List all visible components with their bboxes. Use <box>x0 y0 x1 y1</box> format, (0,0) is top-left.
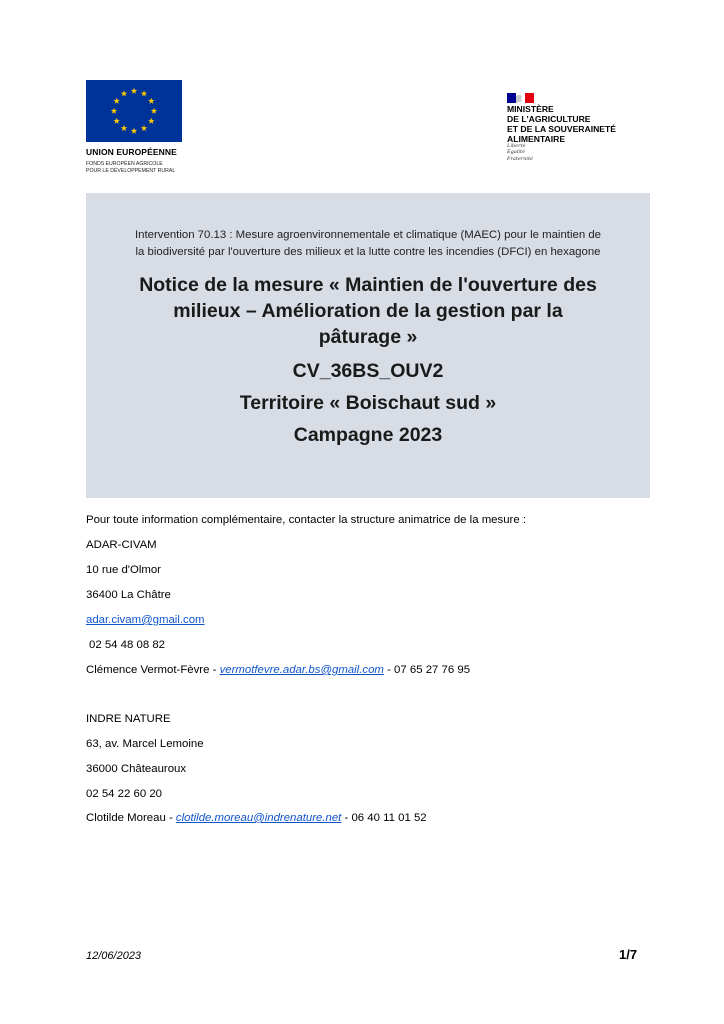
contact-intro: Pour toute information complémentaire, contacter la structure animatrice de la mesure : <box>86 514 527 526</box>
org1-name: ADAR-CIVAM <box>86 539 157 551</box>
motto-fraternite: Fraternité <box>507 155 533 162</box>
eu-star-icon <box>113 118 119 124</box>
org2-person-name: Clotilde Moreau - <box>86 812 176 824</box>
eu-flag-logo <box>86 80 182 142</box>
org1-email-link[interactable]: adar.civam@gmail.com <box>86 614 205 626</box>
eu-fund-subtitle-line1: FONDS EUROPÉEN AGRICOLE <box>86 161 163 167</box>
notice-title-line3: pâturage » <box>318 326 418 348</box>
ministry-name-line3: ET DE LA SOUVERAINETÉ <box>507 124 617 134</box>
eu-stars-icon <box>86 80 182 142</box>
eu-star-icon <box>131 88 137 94</box>
republic-motto <box>507 143 567 162</box>
ministry-name <box>507 104 657 144</box>
eu-fund-subtitle <box>86 161 206 174</box>
territory-title: Territoire « Boischaut sud » <box>239 392 497 414</box>
org2-street: 63, av. Marcel Lemoine <box>86 738 204 750</box>
intervention-line1: Intervention 70.13 : Mesure agroenvironnementale et climatique (MAEC) pour le maintien de <box>135 229 601 241</box>
eu-star-icon <box>148 98 154 104</box>
org2-person-email-link[interactable]: clotilde.moreau@indrenature.net <box>175 812 342 824</box>
eu-star-icon <box>121 90 127 96</box>
title-box <box>86 193 650 498</box>
footer-date: 12/06/2023 <box>86 950 142 962</box>
marianne-flag-icon <box>507 90 534 100</box>
eu-star-icon <box>151 108 157 114</box>
org1-person-phone: - 07 65 27 76 95 <box>383 664 471 676</box>
measure-code: CV_36BS_OUV2 <box>292 360 444 382</box>
eu-fund-subtitle-line2: POUR LE DÉVELOPPEMENT RURAL <box>86 167 176 174</box>
org1-street: 10 rue d'Olmor <box>86 564 161 576</box>
eu-star-icon <box>141 90 147 96</box>
notice-title <box>106 272 630 350</box>
eu-star-icon <box>113 98 119 104</box>
org1-email-line <box>86 614 205 626</box>
intervention-description <box>98 227 638 261</box>
org1-city: 36400 La Châtre <box>86 589 171 601</box>
ministry-name-line2: DE L'AGRICULTURE <box>507 114 591 124</box>
eu-label: UNION EUROPÉENNE <box>86 147 177 157</box>
eu-star-icon <box>131 128 137 134</box>
campaign-title: Campagne 2023 <box>293 424 443 446</box>
org2-phone: 02 54 22 60 20 <box>86 788 163 800</box>
motto-egalite: Égalité <box>507 149 525 156</box>
motto-liberte: Liberté <box>507 143 526 149</box>
eu-star-icon <box>121 125 127 131</box>
eu-star-icon <box>148 118 154 124</box>
org1-person-email-link[interactable]: vermotfevre.adar.bs@gmail.com <box>219 664 384 676</box>
org1-phone: 02 54 48 08 82 <box>89 639 166 651</box>
org2-name: INDRE NATURE <box>86 713 171 725</box>
intervention-line2: la biodiversité par l'ouverture des milieux et la lutte contre les incendies (DFCI) en hexagone <box>135 246 601 258</box>
notice-title-line2: milieux – Amélioration de la gestion par la <box>173 300 563 322</box>
org2-city: 36000 Châteauroux <box>86 763 187 775</box>
page-number: 1/7 <box>619 947 638 962</box>
eu-star-icon <box>111 108 117 114</box>
org2-person-line <box>86 812 427 824</box>
org1-person-line <box>86 664 470 676</box>
eu-star-icon <box>141 125 147 131</box>
ministry-name-line1: MINISTÈRE <box>507 104 554 114</box>
notice-title-line1: Notice de la mesure « Maintien de l'ouverture des <box>139 274 597 296</box>
ministry-name-line4: ALIMENTAIRE <box>507 134 566 144</box>
org2-person-phone: - 06 40 11 01 52 <box>341 812 427 824</box>
org1-person-name: Clémence Vermot-Fèvre - <box>86 664 220 676</box>
